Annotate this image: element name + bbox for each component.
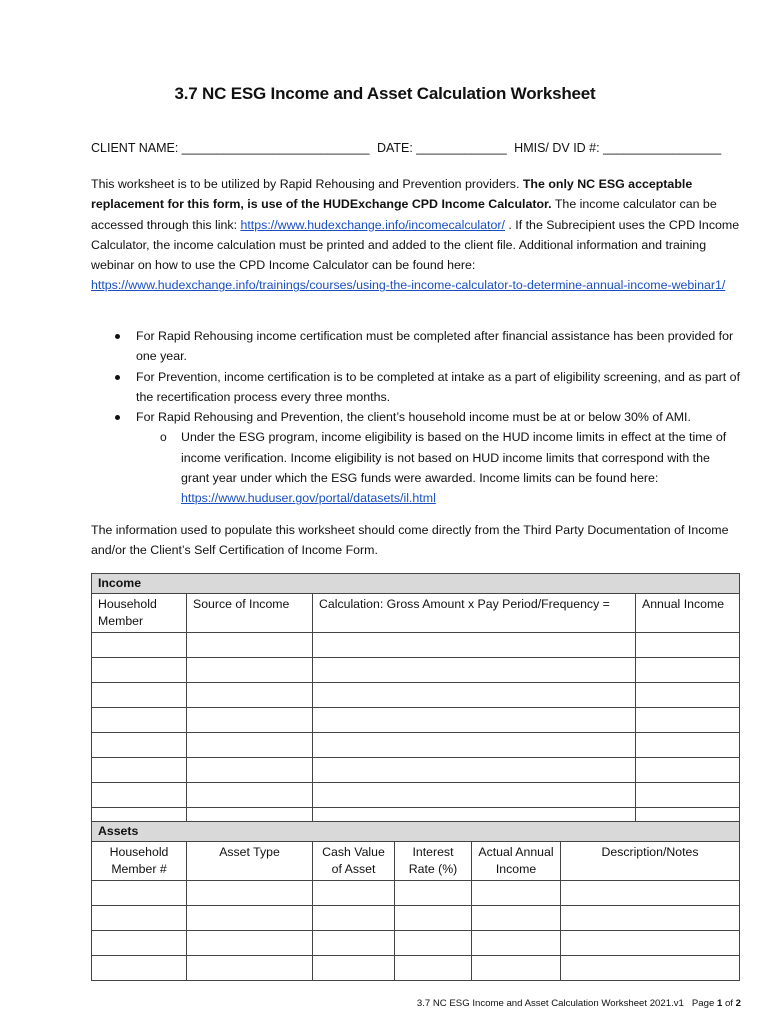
table-cell[interactable] (313, 906, 395, 931)
table-cell[interactable] (636, 783, 740, 808)
bullet-list (91, 326, 741, 509)
column-header: Annual Income (636, 594, 740, 633)
column-header: Cash Value of Asset (313, 842, 395, 881)
assets-section-header (92, 822, 740, 842)
training-webinar-link[interactable]: https://www.hudexchange.info/trainings/courses/using-the-income-calculator-to-determine-annual-income-webinar1/ (91, 278, 726, 293)
intro-bold-text: The only NC ESG acceptable replacement for this form, is use of the HUDExchange CPD Income Calculator. (91, 177, 693, 212)
table-cell[interactable] (636, 708, 740, 733)
table-cell[interactable] (92, 708, 187, 733)
hmis-id-field[interactable]: HMIS/ DV ID #: _________________ (514, 141, 722, 155)
table-cell[interactable] (561, 881, 740, 906)
table-row (92, 906, 740, 931)
table-cell[interactable] (561, 956, 740, 981)
bullet-item (91, 367, 741, 408)
table-cell[interactable] (92, 683, 187, 708)
table-cell[interactable] (187, 758, 313, 783)
footer-of-word: of (724, 998, 733, 1009)
income-section-label: Income (92, 574, 740, 594)
assets-column-headers (92, 842, 740, 881)
footer-page-total: 2 (735, 998, 741, 1009)
table-cell[interactable] (92, 658, 187, 683)
table-cell[interactable] (472, 956, 561, 981)
bullet-dot-icon (115, 415, 120, 420)
table-row (92, 733, 740, 758)
column-header: Calculation: Gross Amount x Pay Period/Frequency = (313, 594, 636, 633)
table-cell[interactable] (92, 881, 187, 906)
client-name-field[interactable]: CLIENT NAME: ___________________________ (91, 141, 370, 155)
column-header: Actual Annual Income (472, 842, 561, 881)
table-cell[interactable] (187, 956, 313, 981)
table-cell[interactable] (313, 733, 636, 758)
table-row (92, 956, 740, 981)
table-cell[interactable] (187, 733, 313, 758)
table-cell[interactable] (313, 956, 395, 981)
table-cell[interactable] (187, 633, 313, 658)
table-cell[interactable] (395, 881, 472, 906)
income-table (91, 573, 740, 833)
table-cell[interactable] (472, 906, 561, 931)
table-cell[interactable] (187, 881, 313, 906)
table-cell[interactable] (187, 683, 313, 708)
table-row (92, 758, 740, 783)
table-cell[interactable] (472, 881, 561, 906)
table-cell[interactable] (92, 906, 187, 931)
footer-doc-name: 3.7 NC ESG Income and Asset Calculation Worksheet 2021.v1 (416, 998, 684, 1009)
column-header: Description/Notes (561, 842, 740, 881)
table-cell[interactable] (561, 931, 740, 956)
bullet-item (91, 326, 741, 367)
intro-text-end: . If the Subrecipient uses the CPD Income Calculator, the income calculation must be printed and added to the client file. Additional information and training webinar on how to use the CPD Income Calculator can be found here: (91, 217, 740, 273)
table-cell[interactable] (313, 658, 636, 683)
column-header: Household Member # (92, 842, 187, 881)
table-cell[interactable] (395, 931, 472, 956)
table-cell[interactable] (92, 758, 187, 783)
sub-bullet-text: Under the ESG program, income eligibility is based on the HUD income limits in effect at the time of income verification. Income eligibility is not based on HUD income limits that correspond with the grant year under which the ESG funds were awarded. Income limits can be found here: (181, 430, 727, 486)
table-cell[interactable] (92, 633, 187, 658)
assets-section-label: Assets (92, 822, 740, 842)
table-row (92, 633, 740, 658)
sub-bullet-item (91, 427, 741, 508)
bullet-text: For Rapid Rehousing and Prevention, the client’s household income must be at or below 30% of AMI. (136, 410, 691, 425)
table-cell[interactable] (636, 658, 740, 683)
assets-table (91, 821, 740, 981)
table-cell[interactable] (313, 931, 395, 956)
table-cell[interactable] (395, 956, 472, 981)
table-cell[interactable] (313, 758, 636, 783)
intro-text-start: This worksheet is to be utilized by Rapid Rehousing and Prevention providers. (91, 177, 523, 191)
table-row (92, 881, 740, 906)
table-row (92, 783, 740, 808)
bullet-text: For Prevention, income certification is to be completed at intake as a part of eligibility screening, and as part of the recertification process every three months. (136, 369, 741, 404)
table-cell[interactable] (636, 758, 740, 783)
table-row (92, 708, 740, 733)
column-header: Source of Income (187, 594, 313, 633)
table-row (92, 658, 740, 683)
intro-text-mid: The income calculator can be accessed through this link: (91, 197, 717, 232)
table-cell[interactable] (187, 708, 313, 733)
table-cell[interactable] (313, 783, 636, 808)
table-cell[interactable] (636, 683, 740, 708)
table-cell[interactable] (313, 708, 636, 733)
table-cell[interactable] (187, 658, 313, 683)
bullet-dot-icon (115, 334, 120, 339)
page-title: 3.7 NC ESG Income and Asset Calculation Worksheet (174, 84, 596, 103)
footer-page-number: 1 (716, 998, 723, 1009)
column-header: Asset Type (187, 842, 313, 881)
table-row (92, 683, 740, 708)
table-row (92, 931, 740, 956)
info-paragraph: The information used to populate this worksheet should come directly from the Third Party Documentation of Income and/or the Client’s Self Certification of Income Form. (91, 523, 729, 558)
table-cell[interactable] (187, 906, 313, 931)
footer-page-word: Page (691, 998, 715, 1009)
income-limits-link[interactable]: https://www.huduser.gov/portal/datasets/il.html (181, 491, 436, 506)
table-cell[interactable] (187, 783, 313, 808)
income-column-headers (92, 594, 740, 633)
bullet-item (91, 407, 741, 427)
intro-paragraph (91, 174, 741, 296)
table-cell[interactable] (92, 956, 187, 981)
sub-bullet-marker: o (160, 430, 167, 445)
table-cell[interactable] (636, 733, 740, 758)
table-cell[interactable] (313, 633, 636, 658)
bullet-text: For Rapid Rehousing income certification must be completed after financial assistance has been provided for one year. (136, 329, 734, 364)
table-cell[interactable] (313, 683, 636, 708)
income-calculator-link[interactable]: https://www.hudexchange.info/incomecalculator/ (240, 217, 505, 232)
column-header: Interest Rate (%) (395, 842, 472, 881)
table-cell[interactable] (92, 733, 187, 758)
client-info-line (91, 141, 725, 155)
table-cell[interactable] (92, 783, 187, 808)
page-footer (0, 998, 741, 1009)
date-field[interactable]: DATE: _____________ (376, 141, 507, 155)
table-cell[interactable] (561, 906, 740, 931)
table-cell[interactable] (472, 931, 561, 956)
table-cell[interactable] (92, 931, 187, 956)
table-cell[interactable] (313, 881, 395, 906)
table-cell[interactable] (187, 931, 313, 956)
bullet-dot-icon (115, 375, 120, 380)
table-cell[interactable] (636, 633, 740, 658)
income-section-header (92, 574, 740, 594)
column-header: Household Member (92, 594, 187, 633)
table-cell[interactable] (395, 906, 472, 931)
